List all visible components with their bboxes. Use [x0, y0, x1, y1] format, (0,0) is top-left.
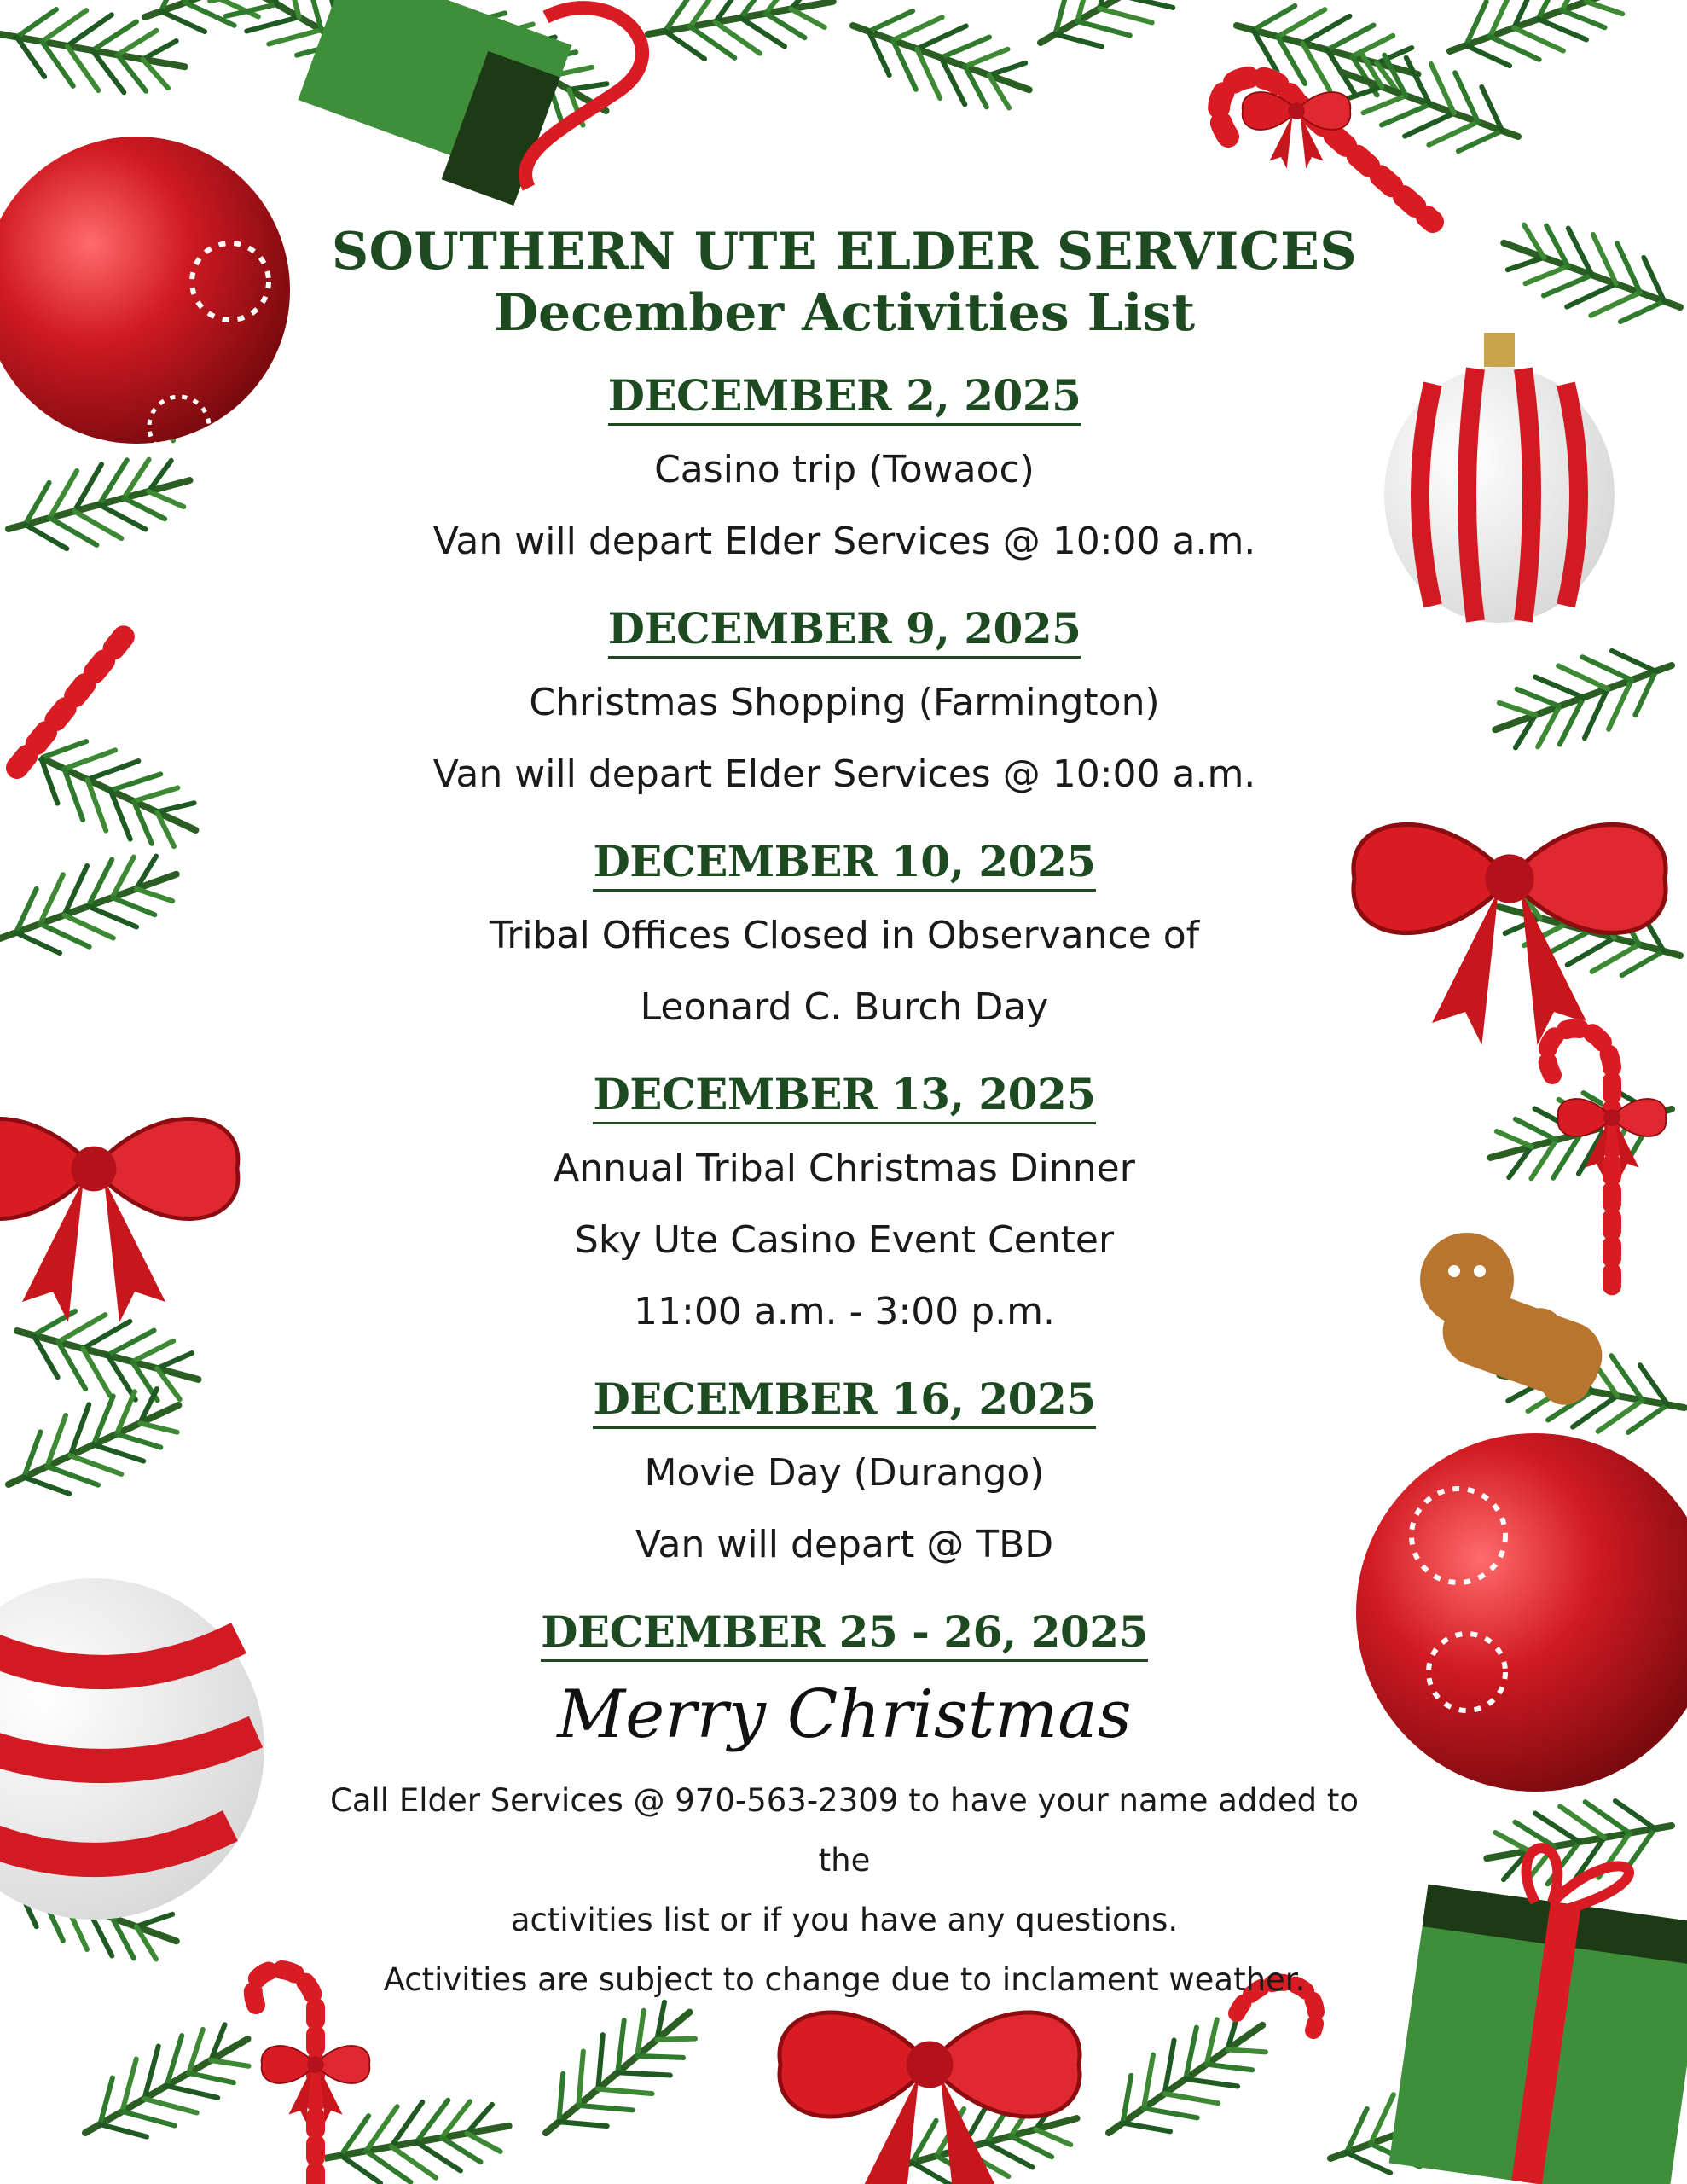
red-bow-left — [0, 1118, 238, 1322]
event-departure: Van will depart Elder Services @ 10:00 a.m. — [432, 752, 1256, 796]
event-dec-16 — [324, 1372, 1365, 1581]
event-departure: Van will depart @ TBD — [635, 1523, 1054, 1566]
activities-list-content — [324, 222, 1365, 2010]
event-location: Sky Ute Casino Event Center — [574, 1218, 1115, 1262]
red-bow-right — [1354, 825, 1666, 1045]
page-subtitle: December Activities List — [493, 283, 1196, 343]
red-ornament-bottom-right — [1356, 1433, 1687, 1792]
event-dec-2 — [324, 369, 1365, 578]
footer-line-3: Activities are subject to change due to inclament weather. — [383, 1961, 1306, 1998]
event-date: DECEMBER 25 - 26, 2025 — [541, 1605, 1148, 1662]
gift-box-bottom-right — [1389, 1848, 1687, 2184]
footer-note — [324, 1771, 1365, 2010]
event-date: DECEMBER 9, 2025 — [608, 601, 1081, 659]
event-dec-10 — [324, 834, 1365, 1043]
footer-line-2: activities list or if you have any questions. — [510, 1902, 1179, 1938]
event-dec-13 — [324, 1067, 1365, 1348]
event-date: DECEMBER 10, 2025 — [593, 834, 1095, 892]
event-date: DECEMBER 13, 2025 — [593, 1067, 1095, 1124]
event-description: Tribal Offices Closed in Observance of — [489, 914, 1200, 957]
event-description: Movie Day (Durango) — [644, 1451, 1045, 1495]
striped-ornament-bottom-left — [0, 1578, 264, 1920]
gingerbread-man — [1420, 1233, 1612, 1414]
striped-ornament-right — [1384, 333, 1615, 623]
event-dec-25-26 — [324, 1605, 1365, 1756]
event-description: Annual Tribal Christmas Dinner — [554, 1147, 1135, 1190]
pine-garland-top — [0, 0, 1639, 172]
footer-line-1: Call Elder Services @ 970-563-2309 to have your name added to the — [329, 1782, 1359, 1879]
event-departure: Van will depart Elder Services @ 10:00 a.m. — [432, 520, 1256, 563]
page-title: SOUTHERN UTE ELDER SERVICES — [331, 222, 1358, 282]
red-ornament-top-left — [0, 136, 290, 456]
event-date: DECEMBER 16, 2025 — [593, 1372, 1095, 1429]
event-description-cont: Leonard C. Burch Day — [640, 985, 1049, 1029]
gift-box-top — [298, 0, 642, 206]
event-description: Casino trip (Towaoc) — [654, 448, 1035, 491]
event-time: 11:00 a.m. - 3:00 p.m. — [634, 1290, 1055, 1333]
event-dec-9 — [324, 601, 1365, 810]
event-description: Christmas Shopping (Farmington) — [529, 681, 1160, 724]
merry-christmas-greeting: Merry Christmas — [557, 1676, 1132, 1753]
event-date: DECEMBER 2, 2025 — [608, 369, 1081, 426]
